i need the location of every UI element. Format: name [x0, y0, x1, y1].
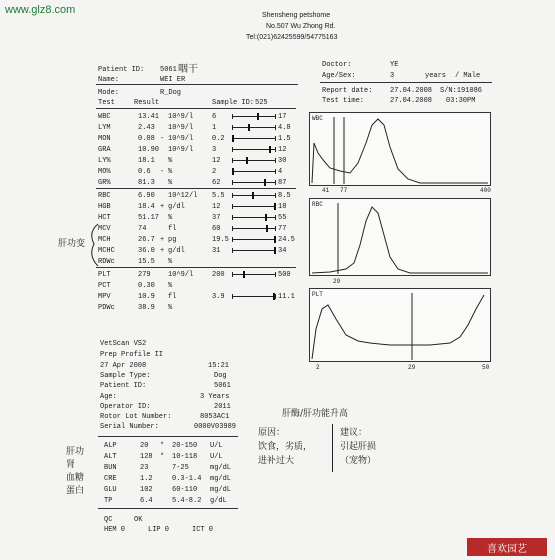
- cbc-range-marker: [274, 236, 276, 243]
- cbc-test-unit: %: [168, 214, 173, 222]
- site-logo: 喜欢园艺: [467, 538, 547, 556]
- cbc-range-high: 17: [278, 113, 287, 121]
- cbc-test-value: 36.0: [138, 247, 155, 255]
- cbc-range-bar: [232, 248, 276, 253]
- cbc-range-high: 500: [278, 271, 291, 279]
- cbc-test-unit: %: [168, 179, 173, 187]
- cbc-test-unit: pg: [168, 236, 177, 244]
- cbc-test-value: 13.41: [138, 113, 160, 121]
- cbc-range-low: 1: [212, 124, 217, 132]
- cbc-range-low: 2: [212, 168, 217, 176]
- cbc-range-bar: [232, 136, 276, 141]
- wbc-curve: [312, 119, 488, 183]
- cbc-range-marker: [274, 247, 276, 254]
- chem-name: CRE: [104, 475, 117, 483]
- cbc-test-unit: %: [168, 258, 173, 266]
- cbc-range-bar: [232, 193, 276, 198]
- cbc-test-value: 51.17: [138, 214, 160, 222]
- cbc-test-unit: g/dl: [168, 203, 185, 211]
- wbc-tick-41: 41: [322, 187, 330, 194]
- cbc-range-low: 31: [212, 247, 221, 255]
- cbc-range-low: 12: [212, 203, 221, 211]
- vs-patient-id-value: 5061: [214, 382, 231, 390]
- cbc-test-value: 10.9: [138, 293, 155, 301]
- chem-unit: mg/dL: [210, 464, 232, 472]
- age-unit: years: [425, 72, 447, 80]
- cbc-range-low: 60: [212, 225, 221, 233]
- rbc-histogram: [309, 198, 491, 276]
- chem-unit: g/dL: [210, 497, 227, 505]
- plt-tick-50: 50: [482, 364, 490, 371]
- cbc-test-name: MCHC: [98, 247, 115, 255]
- cbc-range-high: 18: [278, 203, 287, 211]
- chem-value: 20: [140, 442, 149, 450]
- cbc-test-unit: 10^12/l: [168, 192, 198, 200]
- cbc-test-unit: 10^9/l: [168, 135, 194, 143]
- cbc-range-low: 37: [212, 214, 221, 222]
- cbc-range-high: 77: [278, 225, 287, 233]
- cbc-range-low: 5.5: [212, 192, 225, 200]
- test-time-label: Test time:: [322, 97, 365, 105]
- chem-value: 102: [140, 486, 153, 494]
- cbc-range-marker: [266, 225, 268, 232]
- wbc-graph-label: WBC: [312, 115, 323, 122]
- cbc-range-bar: [232, 294, 276, 299]
- cbc-test-unit: 10^9/l: [168, 146, 194, 154]
- chem-name: TP: [104, 497, 113, 505]
- age-value: 3: [390, 72, 395, 80]
- cbc-range-marker: [246, 157, 248, 164]
- cbc-test-name: MPV: [98, 293, 111, 301]
- qc-label: QC: [104, 516, 113, 524]
- cbc-test-value: 38.9: [138, 304, 155, 312]
- cbc-range-low: 6: [212, 113, 217, 121]
- sample-id-label: Sample ID:: [212, 99, 255, 107]
- test-col-label: Test: [98, 99, 115, 107]
- cbc-test-name: LYM: [98, 124, 111, 132]
- chem-value: 23: [140, 464, 149, 472]
- mode-label: Mode:: [98, 89, 120, 97]
- cbc-range-low: 62: [212, 179, 221, 187]
- cbc-range-low: 19.5: [212, 236, 229, 244]
- cbc-test-name: RBC: [98, 192, 111, 200]
- chem-unit: U/L: [210, 442, 223, 450]
- cbc-range-bar: [232, 215, 276, 220]
- cbc-test-name: PCT: [98, 282, 111, 290]
- cbc-test-name: HGB: [98, 203, 111, 211]
- cbc-test-value: 15.5: [138, 258, 155, 266]
- qc-value: OK: [134, 516, 143, 524]
- cbc-test-value: 279: [138, 271, 151, 279]
- cbc-test-value: 81.3: [138, 179, 155, 187]
- chem-name: BUN: [104, 464, 117, 472]
- cbc-test-unit: %: [168, 304, 173, 312]
- cbc-range-low: 3: [212, 146, 217, 154]
- cbc-test-name: GRA: [98, 146, 111, 154]
- result-col-label: Result: [134, 99, 160, 107]
- mode-value: R_Dog: [160, 89, 182, 97]
- cbc-test-value: 6.90: [138, 192, 155, 200]
- notes-title: 肝酶/肝功能升高: [282, 409, 349, 419]
- clinic-address: No.507 Wu Zhong Rd.: [266, 23, 336, 30]
- cbc-range-marker: [269, 146, 271, 153]
- cbc-range-marker: [243, 271, 245, 278]
- cbc-range-low: 0.2: [212, 135, 225, 143]
- cbc-test-flag: +: [160, 247, 165, 255]
- name-value: WEI ER: [160, 76, 186, 84]
- clinic-tel: Tel:(021)62425599/54775163: [246, 34, 338, 41]
- doctor-label: Doctor:: [322, 61, 352, 69]
- cbc-range-marker: [257, 113, 259, 120]
- vs-patient-id-label: Patient ID:: [100, 382, 147, 390]
- cbc-range-bar: [232, 147, 276, 152]
- chem-unit: mg/dL: [210, 475, 232, 483]
- cbc-range-marker: [248, 124, 250, 131]
- cbc-range-bar: [232, 237, 276, 242]
- chem-range: 5.4-8.2: [172, 497, 202, 505]
- cbc-range-marker: [232, 135, 234, 142]
- chem-range: 0.3-1.4: [172, 475, 202, 483]
- cbc-test-name: MCH: [98, 236, 111, 244]
- handwriting-bracket: 肝功变: [58, 239, 86, 249]
- chem-range: 7-25: [172, 464, 189, 472]
- chem-unit: mg/dL: [210, 486, 232, 494]
- chem-range: 10-118: [172, 453, 198, 461]
- cbc-test-name: MON: [98, 135, 111, 143]
- serial-value: 0000V03989: [194, 423, 237, 431]
- cbc-range-high: 8.5: [278, 192, 291, 200]
- chem-value: 128: [140, 453, 153, 461]
- cbc-test-name: WBC: [98, 113, 111, 121]
- cbc-range-high: 11.1: [278, 293, 295, 301]
- cbc-test-name: LY%: [98, 157, 111, 165]
- chem-unit: U/L: [210, 453, 223, 461]
- sample-id-value: 525: [255, 99, 268, 107]
- cbc-range-bar: [232, 169, 276, 174]
- rotor-value: 8053AC1: [200, 413, 230, 421]
- plt-curve: [312, 295, 484, 359]
- hem-index: HEM 0: [104, 526, 126, 534]
- wbc-tick-400: 400: [480, 187, 491, 194]
- rbc-graph-label: RBC: [312, 201, 323, 208]
- cbc-range-bar: [232, 180, 276, 185]
- sample-type-label: Sample Type:: [100, 372, 151, 380]
- cbc-test-value: 2.43: [138, 124, 155, 132]
- wbc-tick-77: 77: [340, 187, 348, 194]
- cbc-range-marker: [265, 214, 267, 221]
- cbc-range-marker: [264, 179, 266, 186]
- cbc-test-name: GR%: [98, 179, 111, 187]
- cbc-test-flag: -: [160, 168, 165, 176]
- notes-advice: 建议： 引起肝损 （宠物）: [340, 428, 377, 466]
- cbc-range-low: 3.9: [212, 293, 225, 301]
- cbc-range-high: 4.8: [278, 124, 291, 132]
- wbc-histogram: [309, 112, 491, 186]
- cbc-test-unit: 10^9/l: [168, 124, 194, 132]
- name-label: Name:: [98, 76, 120, 84]
- cbc-range-high: 30: [278, 157, 287, 165]
- vetscan-time: 15:21: [208, 362, 230, 370]
- cbc-test-unit: %: [168, 282, 173, 290]
- cbc-range-low: 12: [212, 157, 221, 165]
- cbc-test-unit: %: [168, 168, 173, 176]
- handwriting-group: 肝功 肾 血糖 蛋白: [66, 447, 85, 496]
- cbc-range-bar: [232, 158, 276, 163]
- operator-value: 2011: [214, 403, 231, 411]
- cbc-test-unit: fl: [168, 293, 177, 301]
- operator-label: Operator ID:: [100, 403, 151, 411]
- plt-tick-2: 2: [316, 364, 320, 371]
- cbc-range-bar: [232, 204, 276, 209]
- agesex-label: Age/Sex:: [322, 72, 356, 80]
- cbc-test-value: 0.30: [138, 282, 155, 290]
- test-time-clock: 03:30PM: [446, 97, 476, 105]
- chem-flag: *: [160, 442, 165, 450]
- cbc-test-value: 18.1: [138, 157, 155, 165]
- cbc-test-unit: 10^9/l: [168, 271, 194, 279]
- chem-name: ALP: [104, 442, 117, 450]
- cbc-test-flag: -: [160, 135, 165, 143]
- cbc-test-flag: +: [160, 203, 165, 211]
- cbc-range-bar: [232, 114, 276, 119]
- chem-value: 6.4: [140, 497, 153, 505]
- cbc-test-unit: fl: [168, 225, 177, 233]
- cbc-test-name: HCT: [98, 214, 111, 222]
- sample-type-value: Dog: [214, 372, 227, 380]
- cbc-range-bar: [232, 125, 276, 130]
- cbc-test-flag: +: [160, 236, 165, 244]
- doctor-value: YE: [390, 61, 399, 69]
- serial-number: S/N:191086: [440, 87, 483, 95]
- cbc-range-marker: [252, 192, 254, 199]
- cbc-range-low: 200: [212, 271, 225, 279]
- cbc-range-bar: [232, 226, 276, 231]
- cbc-test-value: 10.90: [138, 146, 160, 154]
- cbc-range-marker: [273, 293, 275, 300]
- cbc-test-value: 0.08: [138, 135, 155, 143]
- patient-id-value: 5061: [160, 66, 177, 74]
- vetscan-title: VetScan VS2: [100, 340, 147, 348]
- watermark: www.glz8.com: [5, 4, 76, 16]
- chem-name: ALT: [104, 453, 117, 461]
- notes-cause: 原因： 饮食，劣质， 进补过大: [258, 428, 313, 466]
- sex-value: / Male: [455, 72, 481, 80]
- serial-label: Serial Number:: [100, 423, 159, 431]
- cbc-test-name: MCV: [98, 225, 111, 233]
- cbc-range-high: 4: [278, 168, 283, 176]
- cbc-range-high: 12: [278, 146, 287, 154]
- cbc-range-high: 1.5: [278, 135, 291, 143]
- cbc-range-high: 34: [278, 247, 287, 255]
- cbc-test-value: 0.6: [138, 168, 151, 176]
- chem-range: 20-150: [172, 442, 198, 450]
- chem-name: GLU: [104, 486, 117, 494]
- plt-histogram: [309, 288, 491, 362]
- cbc-test-name: PLT: [98, 271, 111, 279]
- patient-id-label: Patient ID:: [98, 66, 145, 74]
- cbc-test-name: PDWc: [98, 304, 115, 312]
- plt-graph-label: PLT: [312, 291, 323, 298]
- chem-flag: *: [160, 453, 165, 461]
- cbc-range-marker: [274, 203, 276, 210]
- cbc-test-unit: 10^9/l: [168, 113, 194, 121]
- vetscan-date: 27 Apr 2008: [100, 362, 147, 370]
- cbc-test-value: 18.4: [138, 203, 155, 211]
- vs-age-value: 3 Years: [200, 393, 230, 401]
- cbc-test-name: RDWc: [98, 258, 115, 266]
- cbc-test-unit: %: [168, 157, 173, 165]
- cbc-range-high: 55: [278, 214, 287, 222]
- cbc-test-value: 26.7: [138, 236, 155, 244]
- cbc-test-unit: g/dl: [168, 247, 185, 255]
- test-time-date: 27.04.2008: [390, 97, 433, 105]
- clinic-name: Shensheng petshome: [262, 12, 331, 19]
- lip-index: LIP 0: [148, 526, 170, 534]
- rbc-tick-29: 29: [333, 278, 341, 285]
- cbc-range-marker: [232, 168, 234, 175]
- cbc-range-high: 24.5: [278, 236, 295, 244]
- plt-tick-29: 29: [408, 364, 416, 371]
- report-date-label: Report date:: [322, 87, 373, 95]
- cbc-test-value: 74: [138, 225, 147, 233]
- vs-age-label: Age:: [100, 393, 117, 401]
- report-date-value: 27.04.2008: [390, 87, 433, 95]
- cbc-range-bar: [232, 272, 276, 277]
- vetscan-profile: Prep Profile II: [100, 351, 164, 359]
- chem-value: 1.2: [140, 475, 153, 483]
- cbc-test-name: MO%: [98, 168, 111, 176]
- handwriting-top: 咽干: [178, 64, 198, 75]
- cbc-range-high: 87: [278, 179, 287, 187]
- chem-range: 60-110: [172, 486, 198, 494]
- ict-index: ICT 0: [192, 526, 214, 534]
- rotor-label: Rotor Lot Number:: [100, 413, 172, 421]
